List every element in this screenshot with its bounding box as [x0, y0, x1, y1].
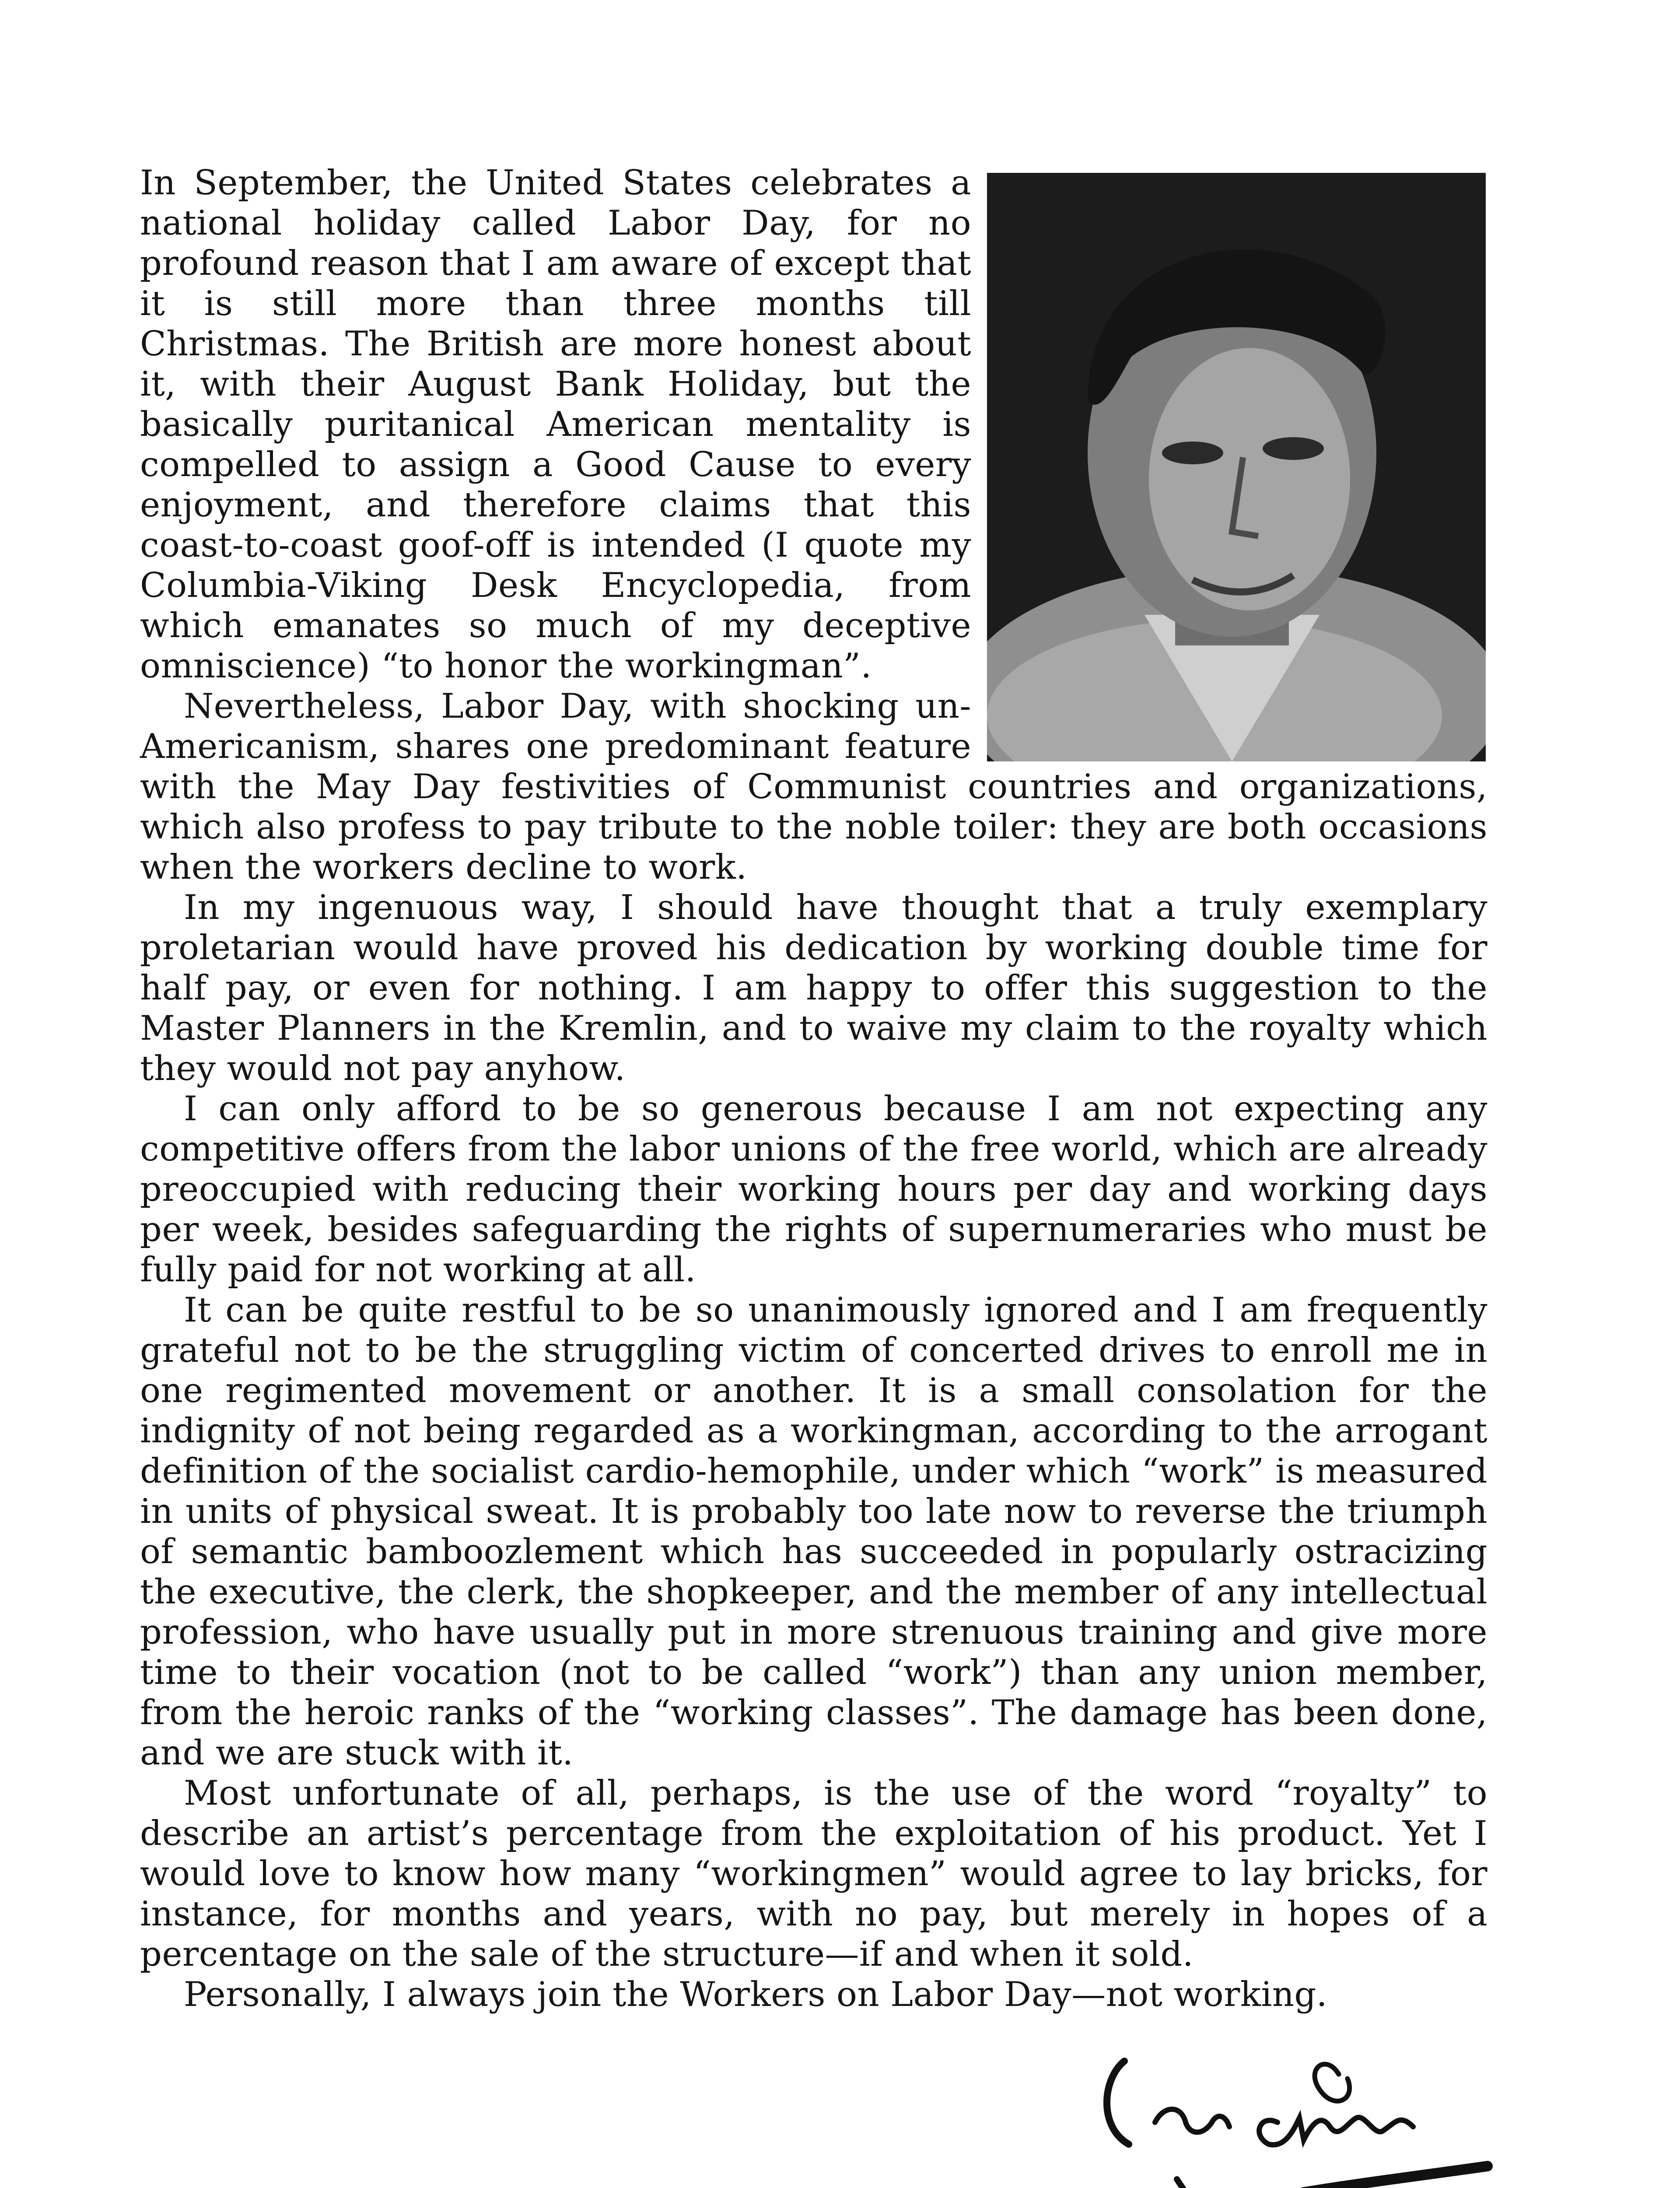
article-body: [140, 163, 1488, 2015]
article-paragraph-7: Personally, I always join the Workers on Labor Day—not working.: [184, 1975, 1327, 2014]
article-paragraph-1: In September, the United States celebrates a national holiday called Labor Day, for no profound reason that I am aware of except that it is still more than three months till Christmas. The British are more honest about it, with their August Bank Holiday, but the basically puritanical American mentality is compelled to assign a Good Cause to every enjoyment, and therefore claims that this coast-to-coast goof-off is intended (I quote my Columbia-Viking Desk Encyclopedia, from which emanates so much of my deceptive omniscience) “to honor the workingman”.: [140, 163, 971, 686]
article-paragraph-6: Most unfortunate of all, perhaps, is the use of the word “royalty” to describe an artist’s percentage from the exploitation of his product. Yet I would love to know how many “workingmen” would agree to lay bricks, for instance, for months and years, with no pay, but merely in hopes of a percentage on the sale of the structure—if and when it sold.: [140, 1774, 1488, 1974]
photo-spacer: [971, 163, 1488, 763]
article-paragraph-4: I can only afford to be so generous because I am not expecting any competitive offers from the labor unions of the free world, which are already preoccupied with reducing their working hours per day and working days per week, besides safeguarding the rights of supernumeraries who must be fully paid for not working at all.: [140, 1089, 1488, 1290]
signature-drawing: [1076, 2035, 1505, 2188]
article-paragraph-5: It can be quite restful to be so unanimously ignored and I am frequently grateful not to be the struggling victim of concerted drives to enroll me in one regimented movement or another. It is a small consolation for the indignity of not being regarded as a workingman, according to the arrogant definition of the socialist cardio-hemophile, under which “work” is measured in units of physical sweat. It is probably too late now to reverse the triumph of semantic bamboozlement which has succeeded in popularly ostracizing the executive, the clerk, the shopkeeper, and the member of any intellectual profession, who have usually put in more strenuous training and give more time to their vocation (not to be called “work”) than any union member, from the heroic ranks of the “working classes”. The damage has been done, and we are stuck with it.: [140, 1290, 1488, 1773]
article-paragraph-3: In my ingenuous way, I should have thought that a truly exemplary proletarian would have proved his dedication by working double time for half pay, or even for nothing. I am happy to offer this suggestion to the Master Planners in the Kremlin, and to waive my claim to the royalty which they would not pay anyhow.: [140, 888, 1488, 1088]
article-paragraph-2: Nevertheless, Labor Day, with shocking un-Americanism, shares one predominant feature with the May Day festivities of Communist countries and organizations, which also profess to pay tribute to the noble toiler: they are both occasions when the workers decline to work.: [140, 687, 1488, 887]
handwritten-signature: [1076, 2035, 1505, 2188]
